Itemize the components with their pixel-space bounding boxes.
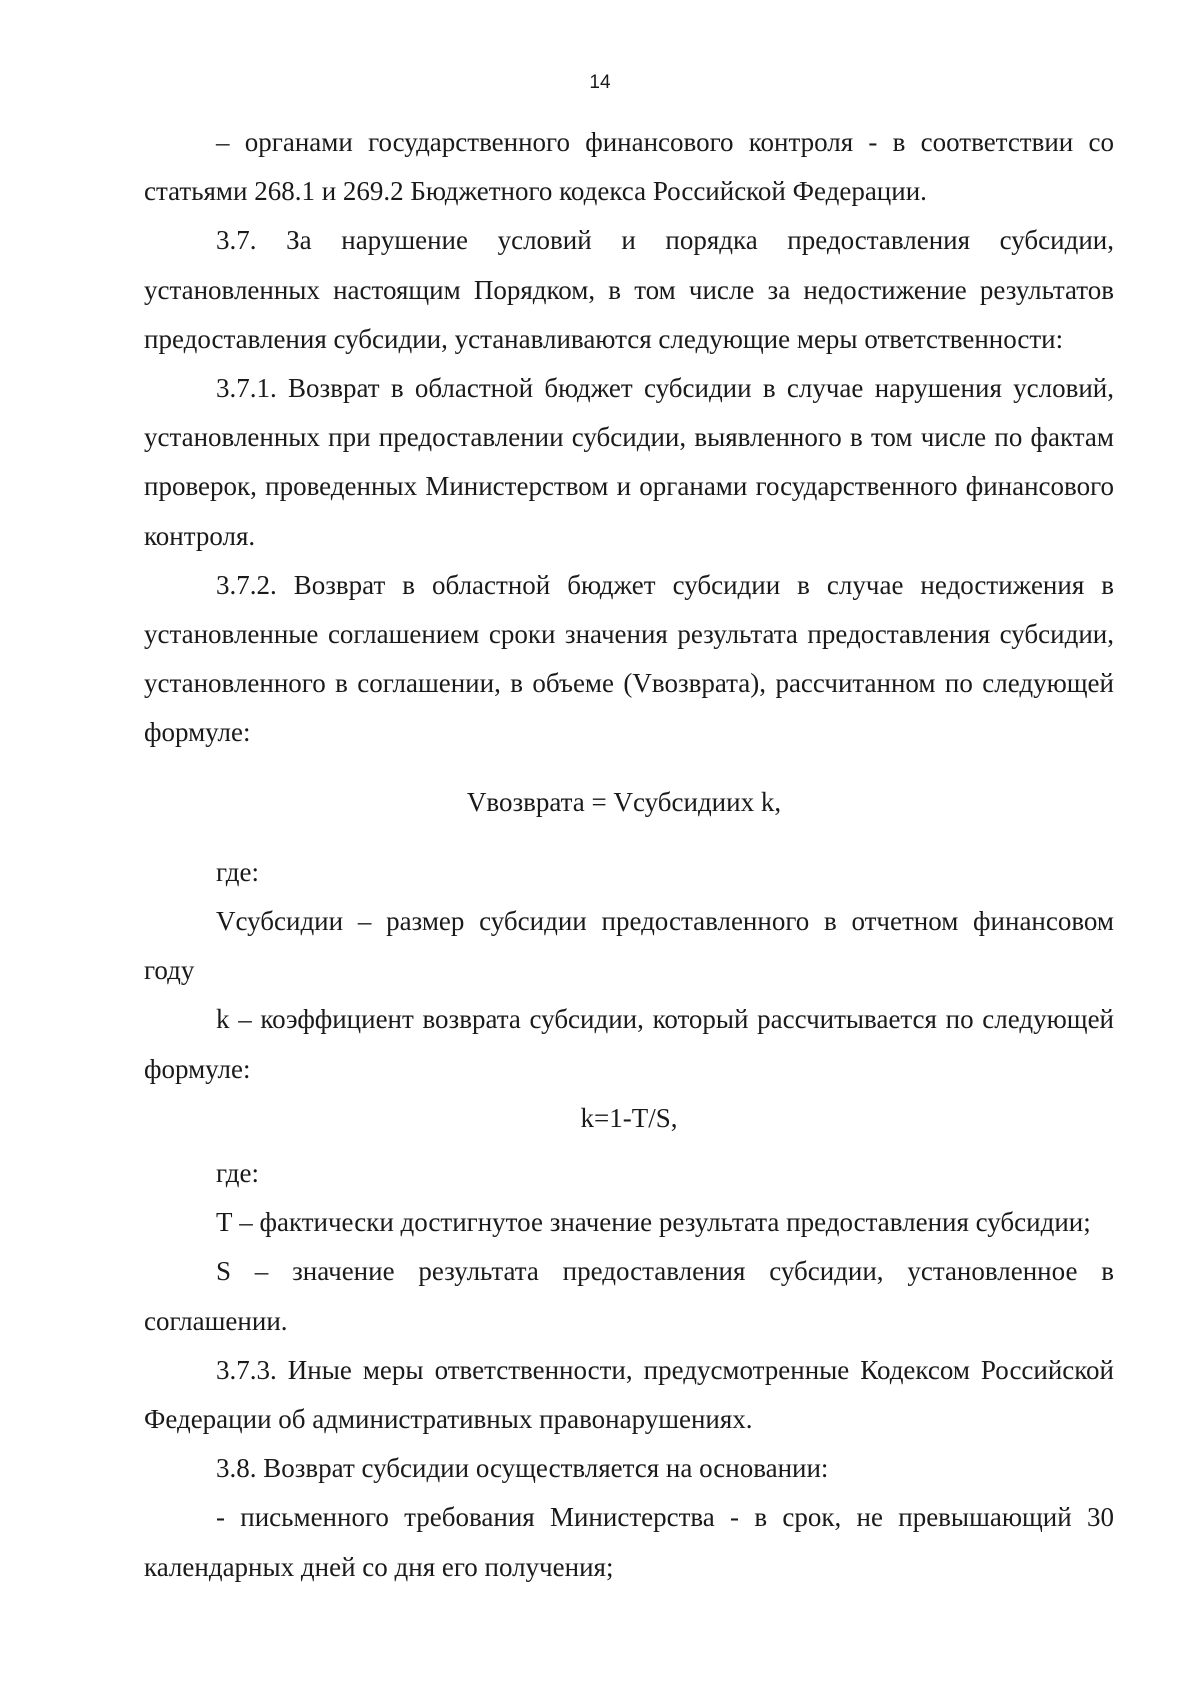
where-label-1: где:: [216, 856, 259, 887]
document-body: [144, 118, 1114, 1592]
definition-k: k – коэффициент возврата субсидии, который рассчитывается по следующей формуле:: [144, 1004, 1114, 1084]
paragraph-written-requirement: - письменного требования Министерства - в срок, не превышающий 30 календарных дней со дня его получения;: [144, 1502, 1114, 1582]
paragraph-financial-control: – органами государственного финансового контроля - в соответствии со статьями 268.1 и 269.2 Бюджетного кодекса Российской Федерации.: [144, 127, 1114, 207]
where-label-2: где:: [216, 1158, 259, 1189]
paragraph-3-7-1: 3.7.1. Возврат в областной бюджет субсидии в случае нарушения условий, установленных при предоставлении субсидии, выявленного в том числе по фактам проверок, проведенных Министерством и органами государственного финансового контроля.: [144, 373, 1114, 551]
formula-return-volume: Vвозврата = Vсубсидииx k,: [466, 786, 782, 817]
paragraph-3-8: 3.8. Возврат субсидии осуществляется на основании:: [216, 1453, 829, 1484]
paragraph-3-7-3: 3.7.3. Иные меры ответственности, предусмотренные Кодексом Российской Федерации об административных правонарушениях.: [144, 1354, 1114, 1435]
definition-s: S – значение результата предоставления субсидии, установленное в соглашении.: [144, 1256, 1114, 1336]
definition-v-subsidy: Vсубсидии – размер субсидии предоставленного в отчетном финансовом году: [144, 906, 1114, 986]
paragraph-3-7: 3.7. За нарушение условий и порядка предоставления субсидии, установленных настоящим Порядком, в том числе за недостижение результатов предоставления субсидии, устанавливаются следующие меры ответственности:: [144, 225, 1114, 354]
page-number: 14: [589, 72, 611, 93]
paragraph-3-7-2: 3.7.2. Возврат в областной бюджет субсидии в случае недостижения в установленные соглашением сроки значения результата предоставления субсидии, установленного в соглашении, в объеме (Vвозврата), рассчитанном по следующей формуле:: [144, 569, 1114, 748]
formula-k: k=1-T/S,: [580, 1102, 678, 1133]
definition-t: Т – фактически достигнутое значение результата предоставления субсидии;: [216, 1207, 1091, 1238]
